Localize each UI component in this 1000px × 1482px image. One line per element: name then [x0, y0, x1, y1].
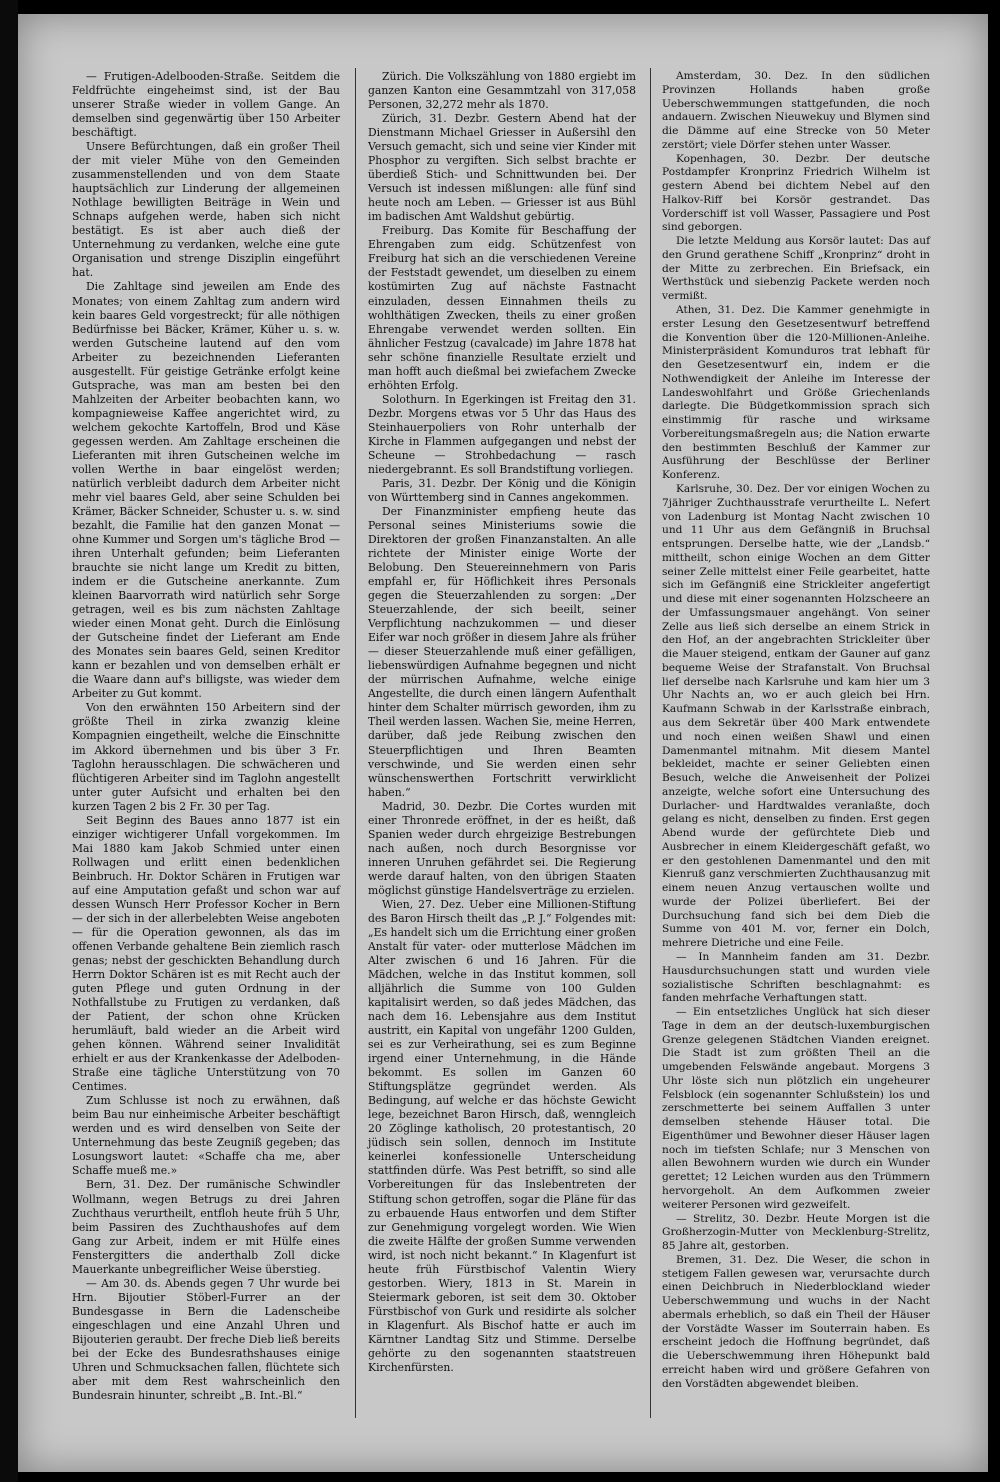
article-paragraph: Wien, 27. Dez. Ueber eine Millionen-Stiftung des Baron Hirsch theilt das „P. J.“ Folgendes mit: „Es handelt sich um die Errichtung einer großen Anstalt für vater- oder mutterlose Mädchen im Alter zwischen 6 und 16 Jahren. Für die Mädchen, welche in das Institut kommen, soll alljährlich die Summe von 100 Gulden kapitalisirt werden, so daß jedes Mädchen, das nach dem 16. Lebensjahre aus dem Institut austritt, ein Kapital von ungefähr 1200 Gulden, sei es zur Verheirathung, sei es zum Beginne irgend einer Unternehmung, in die Hände bekommt. Es sollen im Ganzen 60 Stiftungsplätze gegründet werden. Als Bedingung, auf welche er das höchste Gewicht lege, bezeichnet Baron Hirsch, daß, wenngleich 20 Zöglinge katholisch, 20 protestantisch, 20 jüdisch sein sollen, dennoch im Institute keinerlei konfessionelle Unterscheidung stattfinden dürfe. Was Pest betrifft, so sind alle Vorbereitungen für das Inslebentreten der Stiftung schon getroffen, sogar die Pläne für das zu erbauende Haus entworfen und dem Stifter zur Genehmigung vorgelegt worden. Wie Wien die zweite Hälfte der großen Summe verwenden wird, ist noch nicht bekannt.“ In Klagenfurt ist heute früh Fürstbischof Valentin Wiery gestorben. Wiery, 1813 in St. Marein in Steiermark geboren, ist seit dem 30. Oktober Fürstbischof von Gurk und residirte als solcher in Klagenfurt. Als Bischof hatte er auch im Kärntner Landtag Sitz und Stimme. Derselbe gehörte zu den sogenannten staatstreuen Kirchenfürsten.	[368, 897, 636, 1374]
article-paragraph: — Ein entsetzliches Unglück hat sich dieser Tage in dem an der deutsch-luxemburgischen Grenze gelegenen Städtchen Vianden ereignet. Die Stadt ist zum größten Theil an die umgebenden Felswände angebaut. Morgens 3 Uhr löste sich nun plötzlich ein ungeheurer Felsblock (ein sogenannter Schlußstein) los und zerschmetterte bei seinem Auffallen 3 unter demselben stehende Häuser total. Die Eigenthümer und Bewohner dieser Häuser lagen noch im tiefsten Schlafe; nur 3 Menschen von allen Bewohnern wurden wie durch ein Wunder gerettet; 12 Leichen wurden aus den Trümmern hervorgeholt. An dem Aufkommen zweier weiterer Personen wird gezweifelt.	[662, 1006, 930, 1211]
article-paragraph: Amsterdam, 30. Dez. In den südlichen Provinzen Hollands haben große Ueberschwemmungen stattgefunden, die noch andauern. Zwischen Nieuwekuy und Blymen sind die Dämme auf eine Strecke von 50 Meter zerstört; viele Dörfer stehen unter Wasser.	[662, 70, 930, 151]
article-paragraph: Paris, 31. Dezbr. Der König und die Königin von Württemberg sind in Cannes angekommen.	[368, 476, 636, 504]
article-paragraph: Athen, 31. Dez. Die Kammer genehmigte in erster Lesung den Gesetzesentwurf betreffend die Konvention über die 120-Millionen-Anleihe. Ministerpräsident Komunduros trat lebhaft für den Gesetzesentwurf ein, indem er die Nothwendigkeit der Anleihe im Interesse der Landeswohlfahrt und Größe Griechenlands darlegte. Die Büdgetkommission sprach sich einstimmig für rasche und wirksame Vorbereitungsmaßregeln aus; die Nation erwarte den bestimmten Beschluß der Kammer zur Ausführung der Beschlüsse der Berliner Konferenz.	[662, 304, 930, 482]
article-paragraph: — Frutigen-Adelbooden-Straße. Seitdem die Feldfrüchte eingeheimst sind, ist der Bau unserer Straße wieder in vollem Gange. An demselben sind gegenwärtig über 150 Arbeiter beschäftigt.	[72, 70, 340, 140]
scan-left-border	[0, 0, 18, 1482]
article-paragraph: Unsere Befürchtungen, daß ein großer Theil der mit vieler Mühe von den Gemeinden zusammenstellenden und von dem Staate hauptsächlich zur Linderung der allgemeinen Nothlage bewilligten Beiträge in Wein und Schnaps aufgehen werde, haben sich nicht bestätigt. Es ist aber auch dieß der Unternehmung zu verdanken, welche eine gute Organisation und strenge Disziplin eingeführt hat.	[72, 140, 340, 280]
article-paragraph: Seit Beginn des Baues anno 1877 ist ein einziger wichtigerer Unfall vorgekommen. Im Mai 1880 kam Jakob Schmied unter einen Rollwagen und erlitt einen bedenklichen Beinbruch. Hr. Doktor Schären in Frutigen war auf eine Amputation gefaßt und schon war auf dessen Wunsch Herr Professor Kocher in Bern — der sich in der allerbelebten Weise angeboten — für die Operation gewonnen, als das im offenen Verbande gehaltene Bein ziemlich rasch genas; nebst der geschickten Behandlung durch Herrn Doktor Schären ist es mit Recht auch der guten Pflege und guten Ordnung in der Nothfallstube zu Frutigen zu verdanken, daß der Patient, der schon ohne Krücken herumläuft, bald wieder an die Arbeit wird gehen können. Während seiner Invalidität erhielt er aus der Krankenkasse der Adelboden-Straße eine tägliche Unterstützung von 70 Centimes.	[72, 813, 340, 1094]
article-paragraph: Bremen, 31. Dez. Die Weser, die schon in stetigem Fallen gewesen war, verursachte durch einen Deichbruch in Niederblockland wieder Ueberschwemmung und wuchs in der Nacht abermals erheblich, so daß ein Theil der Häuser der Vorstädte Wasser im Souterrain haben. Es erscheint jedoch die Hoffnung begründet, daß die Ueberschwemmung ihren Höhepunkt bald erreicht haben wird und größere Gefahren von den Vorstädten abgewendet bleiben.	[662, 1253, 930, 1390]
article-paragraph: Von den erwähnten 150 Arbeitern sind der größte Theil in zirka zwanzig kleine Kompagnien eingetheilt, welche die Einschnitte im Akkord übernehmen und bis über 3 Fr. Taglohn herausschlagen. Die schwächeren und flüchtigeren Arbeiter sind im Taglohn angestellt unter guter Aufsicht und erhalten bei den kurzen Tagen 2 bis 2 Fr. 30 per Tag.	[72, 701, 340, 813]
article-paragraph: Kopenhagen, 30. Dezbr. Der deutsche Postdampfer Kronprinz Friedrich Wilhelm ist gestern Abend bei dichtem Nebel auf den Halkov-Riff bei Korsör gestrandet. Das Vorderschiff ist voll Wasser, Passagiere und Post sind geborgen.	[662, 152, 930, 234]
article-paragraph: Solothurn. In Egerkingen ist Freitag den 31. Dezbr. Morgens etwas vor 5 Uhr das Haus des Steinhauerpoliers von Rohr unterhalb der Kirche in Flammen aufgegangen und nebst der Scheune — Strohbedachung — rasch niedergebrannt. Es soll Brandstiftung vorliegen.	[368, 392, 636, 476]
column-1	[72, 70, 340, 1403]
article-paragraph: Zum Schlusse ist noch zu erwähnen, daß beim Bau nur einheimische Arbeiter beschäftigt werden und es wird denselben von Seite der Unternehmung das beste Zeugniß gegeben; das Losungswort lautet: «Schaffe cha me, aber Schaffe mueß me.»	[72, 1094, 340, 1178]
article-paragraph: Zürich, 31. Dezbr. Gestern Abend hat der Dienstmann Michael Griesser in Außersihl den Versuch gemacht, sich und seine vier Kinder mit Phosphor zu vergiften. Sich selbst brachte er überdieß Stich- und Schnittwunden bei. Der Versuch ist indessen mißlungen: alle fünf sind heute noch am Leben. — Griesser ist aus Bühl im badischen Amt Waldshut gebürtig.	[368, 112, 636, 224]
article-paragraph: Der Finanzminister empfieng heute das Personal seines Ministeriums sowie die Direktoren der großen Finanzanstalten. An alle richtete der Minister einige Worte der Belobung. Den Steuereinnehmern von Paris empfahl er, für Höflichkeit ihres Personals gegen die Steuerzahlenden zu sorgen: „Der Steuerzahlende, der sich beeilt, seiner Verpflichtung nachzukommen — und dieser Eifer war noch größer in diesem Jahre als früher — dieser Steuerzahlende muß einer gefälligen, liebenswürdigen Aufnahme begegnen und nicht der mürrischen Aufnahme, welche einige Angestellte, die durch einen längern Aufenthalt hinter dem Schalter mürrisch geworden, ihm zu Theil werden lassen. Wachen Sie, meine Herren, darüber, daß jede Reibung zwischen den Steuerpflichtigen und Ihren Beamten verschwinde, und Sie werden einen sehr wünschenswerthen Fortschritt verwirklicht haben.“	[368, 504, 636, 799]
column-3	[662, 70, 930, 1392]
article-paragraph: Freiburg. Das Komite für Beschaffung der Ehrengaben zum eidg. Schützenfest von Freiburg hat sich an die verschiedenen Vereine der Feststadt gewendet, um dieselben zu einem kostümirten Zug auf nächste Fastnacht einzuladen, dessen Einnahmen theils zu wohlthätigen Zwecken, theils zu einer großen Ehrengabe verwendet werden sollten. Ein ähnlicher Festzug (cavalcade) im Jahre 1878 hat sehr schöne finanzielle Resultate erzielt und man hofft auch dießmal bei zwiefachem Zwecke erhöhten Erfolg.	[368, 224, 636, 392]
article-paragraph: Die letzte Meldung aus Korsör lautet: Das auf den Grund gerathene Schiff „Kronprinz“ droht in der Mitte zu zerbrechen. Ein Briefsack, ein Werthstück und siebenzig Packete werden noch vermißt.	[662, 235, 930, 303]
column-rule	[650, 68, 651, 1418]
article-paragraph: Die Zahltage sind jeweilen am Ende des Monates; von einem Zahltag zum andern wird kein baares Geld vorgestreckt; für alle nöthigen Bedürfnisse bei Bäcker, Krämer, Küher u. s. w. werden Gutscheine lautend auf den vom Arbeiter zu bezeichnenden Lieferanten ausgestellt. Für geistige Getränke erfolgt keine Gutsprache, was man am besten bei den Mahlzeiten der Arbeiter beobachten kann, wo kompagnieweise Kaffee angerichtet wird, zu welchem gekochte Kartoffeln, Brod und Käse gegessen werden. Am Zahltage erscheinen die Lieferanten mit ihren Gutscheinen welche im vollen Werthe in baar eingelöst werden; natürlich verbleibt dadurch dem Arbeiter nicht mehr viel baares Geld, aber seine Schulden bei Krämer, Bäcker Schneider, Schuster u. s. w. sind bezahlt, die Familie hat den ganzen Monat — ohne Kummer und Sorgen um's tägliche Brod — ihren Unterhalt gefunden; beim Lieferanten brauchte sie nicht lange um Kredit zu bitten, indem er die Gutscheine anerkannte. Zum kleinen Baarvorrath wird natürlich sehr Sorge getragen, weil es bis zum nächsten Zahltage wieder einen Monat geht. Durch die Einlösung der Gutscheine findet der Lieferant am Ende des Monates sein baares Geld, seinen Kreditor kann er bezahlen und von demselben erhält er die Waare dann auf's billigste, was wieder dem Arbeiter zu Gut kommt.	[72, 280, 340, 701]
article-paragraph: Zürich. Die Volkszählung von 1880 ergiebt im ganzen Kanton eine Gesammtzahl von 317,058 Personen, 32,272 mehr als 1870.	[368, 70, 636, 112]
article-paragraph: Karlsruhe, 30. Dez. Der vor einigen Wochen zu 7jähriger Zuchthausstrafe verurtheilte L. Nefert von Ladenburg ist Montag Nacht zwischen 10 und 11 Uhr aus dem Gefängniß in Bruchsal entsprungen. Derselbe hatte, wie der „Landsb.“ mittheilt, schon einige Wochen an dem Gitter seiner Zelle mittelst einer Feile gearbeitet, hatte sich im Gefängniß eine Strickleiter angefertigt und diese mit einer sogenannten Holzscheere an der Umfassungsmauer angehängt. Von seiner Zelle aus ließ sich derselbe an einem Strick in den Hof, an der angebrachten Strickleiter über die Mauer steigend, entkam der Gauner auf ganz bequeme Weise der Strafanstalt. Von Bruchsal lief derselbe nach Karlsruhe und kam hier um 3 Uhr Nachts an, wo er auch gleich bei Hrn. Kaufmann Schwab in der Karlsstraße einbrach, aus dem Sekretär über 400 Mark entwendete und noch einen weißen Shawl und einen Damenmantel mitnahm. Mit diesem Mantel bekleidet, machte er seiner Geliebten einen Besuch, welche die Anweisenheit der Polizei anzeigte, welche sofort eine Untersuchung des Durlacher- und Hardtwaldes veranlaßte, doch gelang es nicht, denselben zu finden. Erst gegen Abend wurde der gefürchtete Dieb und Ausbrecher in einem Kleidergeschäft gefaßt, wo er den gestohlenen Damenmantel und den mit Kienruß ganz verschmierten Zuchthausanzug mit einem neuen Anzug vertauschen wollte und wurde der Polizei überliefert. Bei der Durchsuchung fand sich bei dem Dieb die Summe von 401 M. vor, ferner ein Dolch, mehrere Dietriche und eine Feile.	[662, 482, 930, 950]
column-2	[368, 70, 636, 1375]
article-paragraph: — Am 30. ds. Abends gegen 7 Uhr wurde bei Hrn. Bijoutier Stöberl-Furrer an der Bundesgasse in Bern die Ladenscheibe eingeschlagen und eine Anzahl Uhren und Bijouterien geraubt. Der freche Dieb ließ bereits bei der Ecke des Bundesrathshauses einige Uhren und Schmucksachen fallen, flüchtete sich aber mit dem Rest wahrscheinlich den Bundesrain hinunter, schreibt „B. Int.-Bl.“	[72, 1276, 340, 1402]
article-paragraph: Bern, 31. Dez. Der rumänische Schwindler Wollmann, wegen Betrugs zu drei Jahren Zuchthaus verurtheilt, entfloh heute früh 5 Uhr, beim Passiren des Zuchthaushofes auf dem Gang zur Arbeit, indem er mit Hülfe eines Fenstergitters die anderthalb Zoll dicke Mauerkante unbegreiflicher Weise überstieg.	[72, 1178, 340, 1276]
article-paragraph: — In Mannheim fanden am 31. Dezbr. Hausdurchsuchungen statt und wurden viele sozialistische Schriften beschlagnahmt: es fanden mehrfache Verhaftungen statt.	[662, 951, 930, 1005]
article-paragraph: — Strelitz, 30. Dezbr. Heute Morgen ist die Großherzogin-Mutter von Mecklenburg-Strelitz, 85 Jahre alt, gestorben.	[662, 1212, 930, 1253]
article-paragraph: Madrid, 30. Dezbr. Die Cortes wurden mit einer Thronrede eröffnet, in der es heißt, daß Spanien weder durch ehrgeizige Bestrebungen nach außen, noch durch Besorgnisse vor inneren Unruhen gefährdet sei. Die Regierung werde darauf halten, von den übrigen Staaten möglichst günstige Handelsverträge zu erzielen.	[368, 799, 636, 897]
column-rule	[355, 68, 356, 1418]
